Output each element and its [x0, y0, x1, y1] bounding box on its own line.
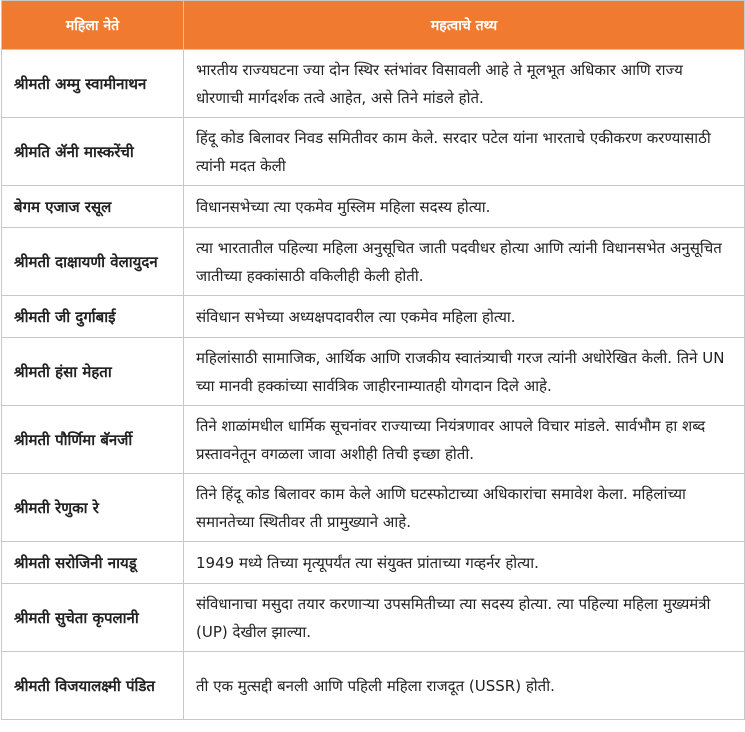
- table-row: [2, 118, 745, 186]
- leader-fact: विधानसभेच्या त्या एकमेव मुस्लिम महिला सदस्य होत्या.: [184, 186, 745, 228]
- leader-fact: त्या भारतातील पहिल्या महिला अनुसूचित जाती पदवीधर होत्या आणि त्यांनी विधानसभेत अनुसूचित जातीच्या हक्कांसाठी वकिलीही केली होती.: [184, 228, 745, 296]
- leader-name: श्रीमती विजयालक्ष्मी पंडित: [2, 652, 184, 720]
- leader-name: बेगम एजाज रसूल: [2, 186, 184, 228]
- table-row: [2, 406, 745, 474]
- leader-name: श्रीमती अम्मु स्वामीनाथन: [2, 50, 184, 118]
- leader-fact: महिलांसाठी सामाजिक, आर्थिक आणि राजकीय स्वातंत्र्याची गरज त्यांनी अधोरेखित केली. तिने UN च्या मानवी हक्कांच्या सार्वत्रिक जाहीरनाम्यातही योगदान दिले आहे.: [184, 338, 745, 406]
- leader-name: श्रीमती पौर्णिमा बॅनर्जी: [2, 406, 184, 474]
- header-important-facts: महत्वाचे तथ्य: [184, 1, 745, 50]
- leader-fact: हिंदू कोड बिलावर निवड समितीवर काम केले. सरदार पटेल यांना भारताचे एकीकरण करण्यासाठी त्यांनी मदत केली: [184, 118, 745, 186]
- table-row: [2, 542, 745, 584]
- leader-name: श्रीमति ॲनी मास्करेंची: [2, 118, 184, 186]
- leader-fact: तिने शाळांमधील धार्मिक सूचनांवर राज्याच्या नियंत्रणावर आपले विचार मांडले. सार्वभौम हा शब्द प्रस्तावनेतून वगळला जावा अशीही तिची इच्छा होती.: [184, 406, 745, 474]
- leader-fact: संविधानाचा मसुदा तयार करणाऱ्या उपसमितीच्या त्या सदस्य होत्या. त्या पहिल्या महिला मुख्यमंत्री (UP) देखील झाल्या.: [184, 584, 745, 652]
- leader-fact: ती एक मुत्सद्दी बनली आणि पहिली महिला राजदूत (USSR) होती.: [184, 652, 745, 720]
- table-row: [2, 474, 745, 542]
- table-row: [2, 584, 745, 652]
- header-women-leaders: महिला नेते: [2, 1, 184, 50]
- leader-name: श्रीमती रेणुका रे: [2, 474, 184, 542]
- table-row: [2, 50, 745, 118]
- leader-name: श्रीमती दाक्षायणी वेलायुदन: [2, 228, 184, 296]
- leader-name: श्रीमती हंसा मेहता: [2, 338, 184, 406]
- leader-name: श्रीमती सरोजिनी नायडू: [2, 542, 184, 584]
- women-leaders-table: [1, 0, 745, 720]
- leader-fact: 1949 मध्ये तिच्या मृत्यूपर्यंत त्या संयुक्त प्रांताच्या गव्हर्नर होत्या.: [184, 542, 745, 584]
- table-row: [2, 296, 745, 338]
- table-row: [2, 228, 745, 296]
- leader-fact: तिने हिंदू कोड बिलावर काम केले आणि घटस्फोटाच्या अधिकारांचा समावेश केला. महिलांच्या समानतेच्या स्थितीवर ती प्रामुख्याने आहे.: [184, 474, 745, 542]
- table-row: [2, 338, 745, 406]
- leader-name: श्रीमती सुचेता कृपलानी: [2, 584, 184, 652]
- table-row: [2, 652, 745, 720]
- leader-fact: भारतीय राज्यघटना ज्या दोन स्थिर स्तंभांवर विसावली आहे ते मूलभूत अधिकार आणि राज्य धोरणाची मार्गदर्शक तत्वे आहेत, असे तिने मांडले होते.: [184, 50, 745, 118]
- leader-name: श्रीमती जी दुर्गाबाई: [2, 296, 184, 338]
- table-row: [2, 186, 745, 228]
- leader-fact: संविधान सभेच्या अध्यक्षपदावरील त्या एकमेव महिला होत्या.: [184, 296, 745, 338]
- table-header-row: [2, 1, 745, 50]
